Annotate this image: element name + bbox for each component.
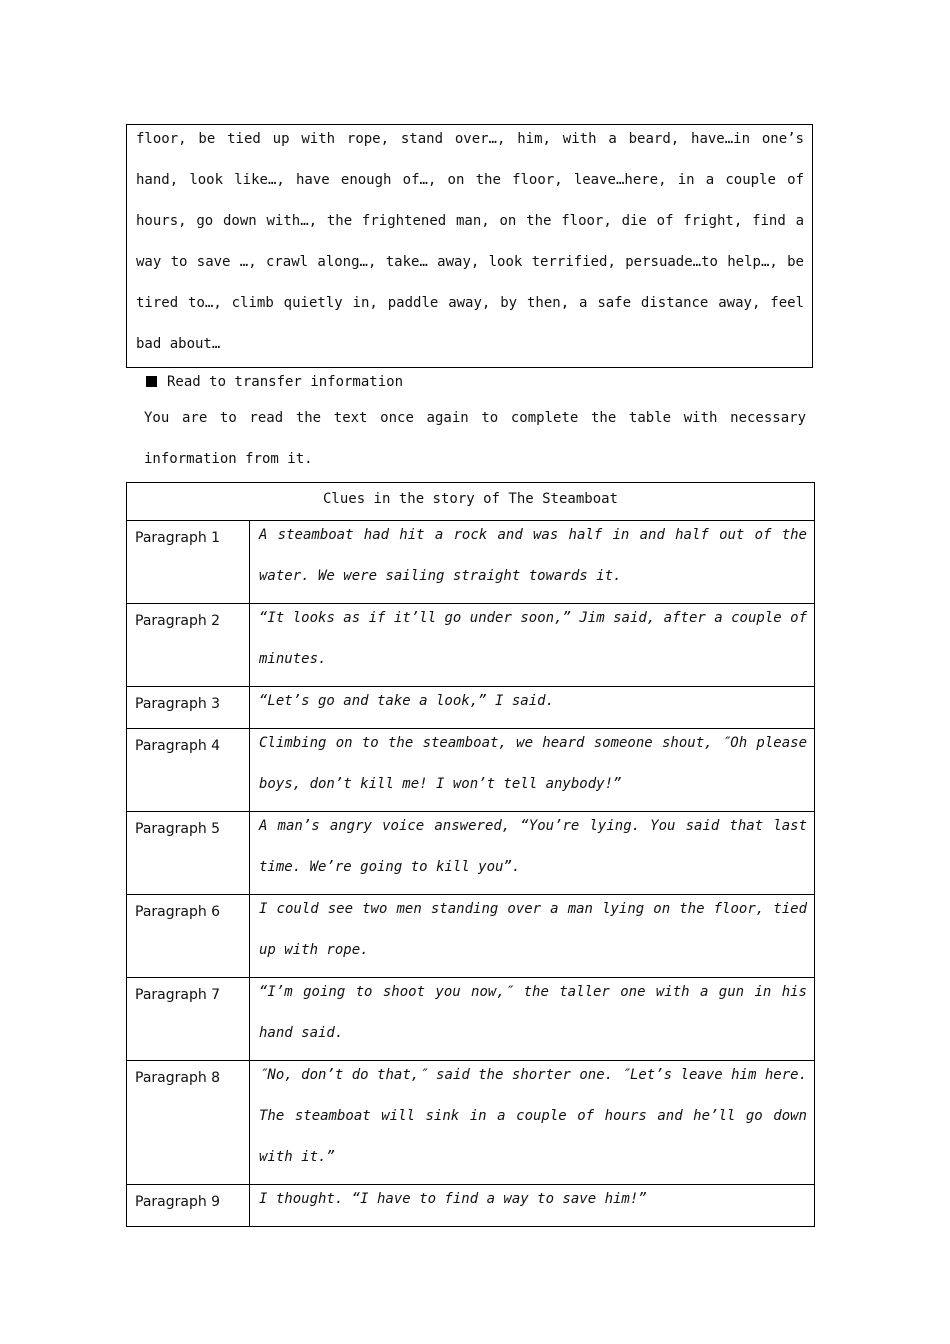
clue-text: “It looks as if it’ll go under soon,” Jim said, after a couple of minutes. — [259, 610, 807, 667]
clue-cell — [250, 1061, 815, 1185]
clue-text: “Let’s go and take a look,” I said. — [259, 693, 555, 709]
instruction-text: You are to read the text once again to complete the table with necessary information from it. — [144, 410, 806, 467]
paragraph-label: Paragraph 1 — [127, 521, 250, 604]
clue-text: “I’m going to shoot you now,″ the taller one with a gun in his hand said. — [259, 984, 807, 1041]
table-row — [127, 521, 815, 604]
clue-text: ″No, don’t do that,″ said the shorter one. ″Let’s leave him here. The steamboat will sink in a couple of hours and he’ll go down with it.” — [259, 1067, 807, 1165]
clue-cell — [250, 812, 815, 895]
table-row — [127, 729, 815, 812]
table-row — [127, 604, 815, 687]
paragraph-label: Paragraph 7 — [127, 978, 250, 1061]
clue-cell — [250, 895, 815, 978]
paragraph-label: Paragraph 2 — [127, 604, 250, 687]
paragraph-label: Paragraph 9 — [127, 1185, 250, 1227]
clue-text: A man’s angry voice answered, “You’re lying. You said that last time. We’re going to kill you”. — [259, 818, 807, 875]
section-heading-text: Read to transfer information — [167, 374, 404, 390]
table-row — [127, 1185, 815, 1227]
paragraph-label: Paragraph 5 — [127, 812, 250, 895]
phrase-box — [126, 124, 813, 368]
table-row — [127, 978, 815, 1061]
table-title: Clues in the story of The Steamboat — [127, 483, 815, 521]
paragraph-label: Paragraph 3 — [127, 687, 250, 729]
clue-cell — [250, 1185, 815, 1227]
clue-text: Climbing on to the steamboat, we heard someone shout, ″Oh please boys, don’t kill me! I won’t tell anybody!” — [259, 735, 807, 792]
square-bullet-icon — [146, 376, 157, 387]
section-heading — [146, 370, 403, 394]
paragraph-label: Paragraph 4 — [127, 729, 250, 812]
clue-text: A steamboat had hit a rock and was half in and half out of the water. We were sailing straight towards it. — [259, 527, 807, 584]
table-row — [127, 895, 815, 978]
clue-cell — [250, 521, 815, 604]
table-row — [127, 1061, 815, 1185]
clues-table — [126, 482, 815, 1227]
clue-cell — [250, 604, 815, 687]
clue-cell — [250, 729, 815, 812]
clue-cell — [250, 978, 815, 1061]
clue-text: I thought. “I have to find a way to save him!” — [259, 1191, 647, 1207]
phrase-list-text: floor, be tied up with rope, stand over…, him, with a beard, have…in one’s hand, look like…, have enough of…, on the floor, leave…here, in a couple of hours, go down with…, the frightened man, on the floor, die of fright, find a way to save …, crawl along…, take… away, look terrified, persuade…to help…, be tired to…, climb quietly in, paddle away, by then, a safe distance away, feel bad about… — [136, 131, 804, 352]
paragraph-label: Paragraph 8 — [127, 1061, 250, 1185]
table-row — [127, 812, 815, 895]
clue-text: I could see two men standing over a man lying on the floor, tied up with rope. — [259, 901, 807, 958]
paragraph-label: Paragraph 6 — [127, 895, 250, 978]
